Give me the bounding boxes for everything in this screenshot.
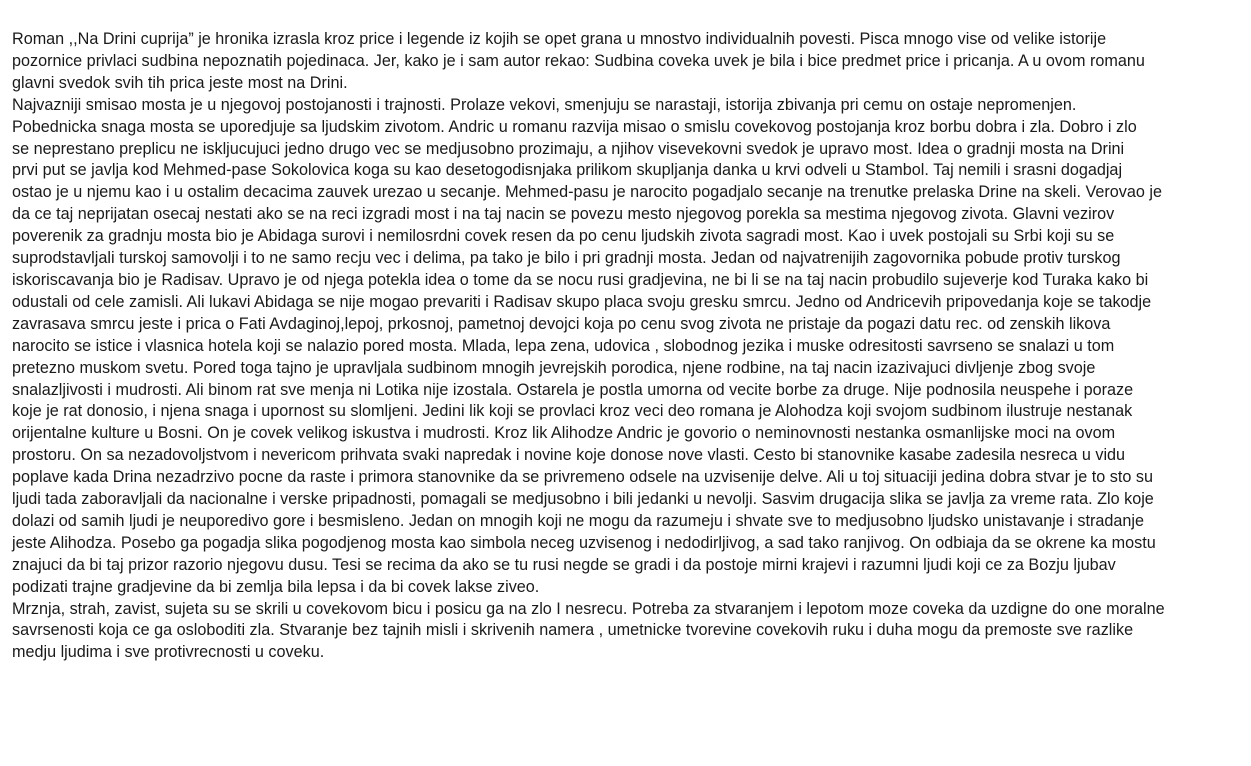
- text-line: orijentalne kulture u Bosni. On je covek velikog iskustva i mudrosti. Kroz lik Alihodze Andric je govorio o neminovnosti nestanka osmanlijske moci na ovom: [12, 424, 1116, 443]
- paragraph: [12, 599, 1240, 665]
- text-line: pretezno muskom svetu. Pored toga tajno je upravljala sudbinom mnogih jevrejskih porodica, njene rodbine, na taj nacin izazivajuci divljenje zbog svoje: [12, 358, 1096, 377]
- paragraph: [12, 95, 1240, 599]
- text-line: Pobednicka snaga mosta se uporedjuje sa ljudskim zivotom. Andric u romanu razvija misao o smislu covekovog postojanja kroz borbu dobra i zla. Dobro i zlo: [12, 117, 1137, 136]
- text-line: prostoru. On sa nezadovoljstvom i nevericom prihvata svaki napredak i novine koje donose nove vlasti. Cesto bi stanovnike kasabe zadesila nesreca u vidu: [12, 446, 1126, 465]
- text-line: suprodstavljali turskoj samovolji i to ne samo recju vec i delima, pa tako je bilo i pri gradnji mosta. Jedan od najvatrenijih zagovornika pobude protiv turskog: [12, 249, 1121, 268]
- text-line: odustali od cele zamisli. Ali lukavi Abidaga se nije mogao prevariti i Radisav skupo placa svoju gresku smrcu. Jedno od Andricevih pripovedanja koje se takodje: [12, 292, 1152, 311]
- text-line: ostao je u njemu kao i u ostalim decacima zauvek urezao u secanje. Mehmed-pasu je narocito pogadjalo secanje na trenutke prelaska Drine na skeli. Verovao je: [12, 183, 1162, 202]
- text-line: ljudi tada zaboravljali da nacionalne i verske pripadnosti, pomagali se medjusobno i bili jedanki u nevolji. Sasvim drugacija slika se javlja za vreme rata. Zlo koje: [12, 490, 1154, 509]
- text-line: snalazljivosti i mudrosti. Ali binom rat sve menja ni Lotika nije izostala. Ostarela je postla umorna od vecite borbe za druge. Nije podnosila neuspehe i poraze: [12, 380, 1134, 399]
- text-line: savrsenosti koja ce ga osloboditi zla. Stvaranje bez tajnih misli i skrivenih namera , umetnicke tvorevine covekovih ruku i duha mogu da premoste sve razlike: [12, 621, 1134, 640]
- text-line: prvi put se javlja kod Mehmed-pase Sokolovica koga su kao desetogodisnjaka prilikom skupljanja danka u krvi odveli u Stambol. Taj nemili i srasni dogadjaj: [12, 161, 1123, 180]
- text-line: medju ljudima i sve protivrecnosti u coveku.: [12, 643, 325, 662]
- text-line: dolazi od samih ljudi je neuporedivo gore i besmisleno. Jedan on mnogih koji ne mogu da razumeju i shvate sve to medjusobno ljudsko unistavanje i stradanje: [12, 511, 1144, 530]
- text-line: podizati trajne gradjevine da bi zemlja bila lepsa i da bi covek lakse ziveo.: [12, 577, 540, 596]
- text-line: glavni svedok svih tih prica jeste most na Drini.: [12, 73, 348, 92]
- text-line: Najvazniji smisao mosta je u njegovoj postojanosti i trajnosti. Prolaze vekovi, smenjuju se narastaji, istorija zbivanja pri cemu on ostaje nepromenjen.: [12, 95, 1077, 114]
- text-line: Roman ,,Na Drini cuprija” je hronika izrasla kroz price i legende iz kojih se opet grana u mnostvo individualnih povesti. Pisca mnogo vise od velike istorije: [12, 30, 1107, 48]
- text-line: poverenik za gradnju mosta bio je Abidaga surovi i nemilosrdni covek resen da po cenu ljudskih zivota sagradi most. Kao i uvek postojali su Srbi koji su se: [12, 227, 1115, 246]
- text-line: se neprestano preplicu ne iskljucujuci jedno drugo vec se medjusobno prozimaju, a njihov visevekovni svedok je upravo most. Idea o gradnji mosta na Drini: [12, 139, 1125, 158]
- text-line: koje je rat donosio, i njena snaga i upornost su slomljeni. Jedini lik koji se provlaci kroz veci deo romana je Alohodza koji svojom sudbinom ilustruje nestanak: [12, 402, 1133, 421]
- text-line: znajuci da bi taj prizor razorio njegovu dusu. Tesi se recima da ako se tu rusi negde se gradi i da postoje mirni krajevi i razumni ljudi koji ce za Bozju ljubav: [12, 555, 1116, 574]
- text-line: iskoriscavanja bio je Radisav. Upravo je od njega potekla idea o tome da se nocu rusi gradjevina, ne bi li se na taj nacin probudilo sujeverje kod Turaka kako bi: [12, 270, 1149, 289]
- text-line: poplave kada Drina nezadrzivo pocne da raste i primora stanovnike da se privremeno odsele na uzvisenije delve. Ali u toj situaciji jedina dobra stvar je to sto su: [12, 468, 1153, 487]
- text-line: Mrznja, strah, zavist, sujeta su se skrili u covekovom bicu i posicu ga na zlo I nesrecu. Potreba za stvaranjem i lepotom moze coveka da uzdigne do one moralne: [12, 599, 1165, 618]
- text-line: da ce taj neprijatan osecaj nestati ako se na reci izgradi most i na taj nacin se povezu mesto njegovog porekla sa mestima njegovog zivota. Glavni vezirov: [12, 205, 1115, 224]
- text-line: zavrasava smrcu jeste i prica o Fati Avdaginoj,lepoj, prkosnoj, pametnoj devojci koja po cenu svog zivota ne pristaje da pogazi datu rec. od zenskih likova: [12, 314, 1111, 333]
- text-line: pozornice privlaci sudbina nepoznatih pojedinaca. Jer, kako je i sam autor rekao: Sudbina coveka uvek je bila i bice predmet price i pricanja. A u ovom romanu: [12, 51, 1145, 70]
- paragraph: [12, 29, 1240, 95]
- document-body: [12, 29, 1240, 664]
- text-line: jeste Alihodza. Posebo ga pogadja slika pogodjenog mosta kao simbola neceg uzvisenog i nedodirljivog, a sad tako ranjivog. On odbiaja da se okrene ka mostu: [12, 533, 1156, 552]
- text-line: narocito se istice i vlasnica hotela koji se nalazio pored mosta. Mlada, lepa zena, udovica , slobodnog jezika i muske odresitosti savrseno se snalazi u tom: [12, 336, 1115, 355]
